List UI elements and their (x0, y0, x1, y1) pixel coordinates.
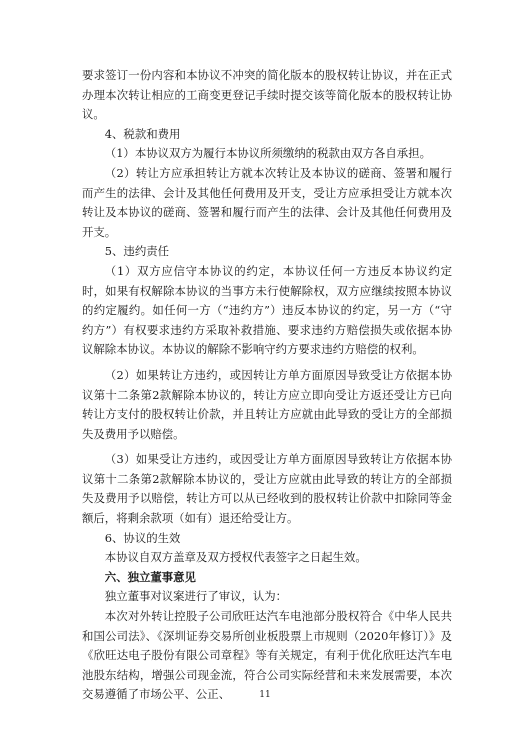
paragraph-liability-1: （1）双方应信守本协议的约定，本协议任何一方违反本协议约定时，如果有权解除本协议的当事方未行使解除权，双方应继续按照本协议的约定履约。如任何一方（“违约方”）违反本协议的约定，另一方（“守约方”）有权要求违约方采取补救措施、要求违约方赔偿损失或依据本协议解除本协议。本协议的解除不影响守约方要求违约方赔偿的权利。 (82, 263, 452, 357)
section-heading-liability: 5、违约责任 (104, 244, 169, 259)
document-body (82, 66, 452, 705)
paragraph-tax-2: （2）转让方应承担转让方就本次转让及本协议的磋商、签署和履行而产生的法律、会计及其他任何费用及开支，受让方应承担受让方就本次转让及本协议的磋商、签署和履行而产生的法律、会计及其他任何费用及开支。 (82, 165, 452, 239)
paragraph-liability-2: （2）如果转让方违约，或因转让方单方面原因导致受让方依据本协议第十二条第2款解除本协议的，转让方应立即向受让方返还受让方已向转让方支付的股权转让价款，并且转让方应就由此导致的受让方的全部损失及费用予以赔偿。 (82, 367, 452, 441)
paragraph-directors-opinion: 本次对外转让控股子公司欣旺达汽车电池部分股权符合《中华人民共和国公司法》、《深圳证券交易所创业板股票上市规则（2020年修订）》及《欣旺达电子股份有限公司章程》等有关规定，有利于优化欣旺达汽车电池股东结构，增强公司现金流，符合公司实际经营和未来发展需要，本次交易遵循了市场公平、公正、 (82, 609, 452, 702)
section-heading-taxes: 4、税款和费用 (104, 126, 181, 141)
section-heading-effectiveness: 6、协议的生效 (104, 530, 181, 545)
paragraph-directors-intro: 独立董事对议案进行了审议，认为： (104, 589, 288, 604)
page-number: 11 (259, 690, 271, 700)
paragraph-continuation: 要求签订一份内容和本协议不冲突的简化版本的股权转让协议，并在正式办理本次转让相应的工商变更登记手续时提交该等简化版本的股权转让协议。 (82, 68, 452, 122)
paragraph-effectiveness: 本协议自双方盖章及双方授权代表签字之日起生效。 (104, 550, 367, 565)
paragraph-liability-3: （3）如果受让方违约，或因受让方单方面原因导致转让方依据本协议第十二条第2款解除本协议的，受让方应就由此导致的转让方的全部损失及费用予以赔偿，转让方可以从已经收到的股权转让价款中扣除同等金额后，将剩余款项（如有）退还给受让方。 (82, 452, 452, 526)
section-heading-independent-directors: 六、独立董事意见 (104, 569, 196, 584)
paragraph-tax-1: （1）本协议双方为履行本协议所须缴纳的税款由双方各自承担。 (104, 146, 431, 161)
